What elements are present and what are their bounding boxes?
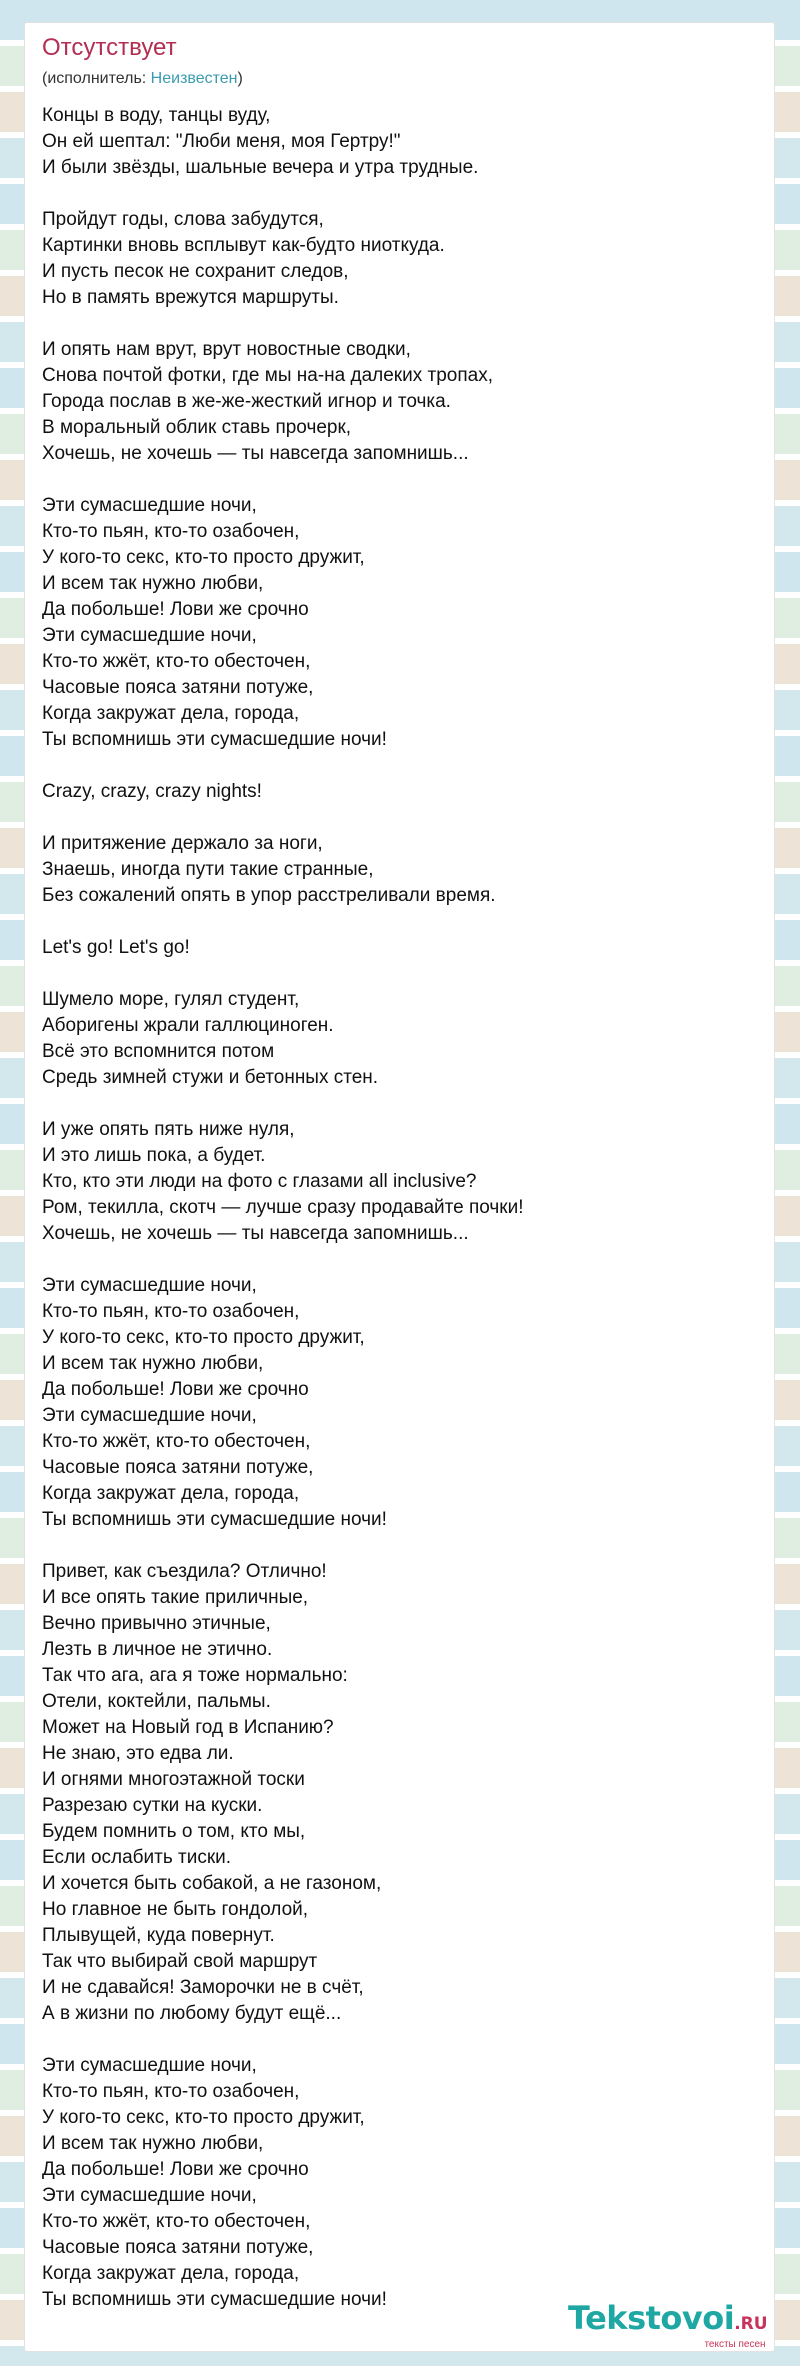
lyrics-line: Разрезаю сутки на куски. [42, 1795, 263, 1816]
lyrics-line: Кто-то жжёт, кто-то обесточен, [42, 651, 311, 672]
logo-tagline: тексты песен [704, 2339, 766, 2350]
lyrics-text [42, 103, 762, 2313]
lyrics-line: Эти сумасшедшие ночи, [42, 1405, 257, 1426]
logo-wordmark [568, 2300, 768, 2342]
lyrics-line: Всё это вспомнится потом [42, 1041, 275, 1062]
lyrics-line: И всем так нужно любви, [42, 1353, 264, 1374]
lyrics-line: И опять нам врут, врут новостные сводки, [42, 339, 411, 360]
lyrics-line: Когда закружат дела, города, [42, 2263, 300, 2284]
lyrics-line: И все опять такие приличные, [42, 1587, 309, 1608]
lyrics-line: Да побольше! Лови же срочно [42, 1379, 309, 1400]
lyrics-line: Хочешь, не хочешь — ты навсегда запомнишь... [42, 1223, 469, 1244]
lyrics-line: Он ей шептал: "Люби меня, моя Гертру!" [42, 131, 401, 152]
lyrics-line: Кто-то жжёт, кто-то обесточен, [42, 1431, 311, 1452]
lyrics-line: Часовые пояса затяни потуже, [42, 677, 314, 698]
lyrics-line: И пусть песок не сохранит следов, [42, 261, 349, 282]
lyrics-line: Часовые пояса затяни потуже, [42, 2237, 314, 2258]
lyrics-line: Да побольше! Лови же срочно [42, 599, 309, 620]
lyrics-line: И всем так нужно любви, [42, 573, 264, 594]
lyrics-line: Ты вспомнишь эти сумасшедшие ночи! [42, 729, 387, 750]
lyrics-stanza [42, 207, 762, 311]
lyrics-line: Не знаю, это едва ли. [42, 1743, 234, 1764]
lyrics-line: Будем помнить о том, кто мы, [42, 1821, 306, 1842]
lyrics-card [24, 22, 775, 2352]
lyrics-line: Хочешь, не хочешь — ты навсегда запомнишь... [42, 443, 469, 464]
lyrics-line: Знаешь, иногда пути такие странные, [42, 859, 374, 880]
lyrics-line: Вечно привычно этичные, [42, 1613, 271, 1634]
lyrics-line: И уже опять пять ниже нуля, [42, 1119, 295, 1140]
lyrics-stanza [42, 337, 762, 467]
lyrics-line: Пройдут годы, слова забудутся, [42, 209, 324, 230]
lyrics-line: Кто-то пьян, кто-то озабочен, [42, 521, 300, 542]
lyrics-stanza [42, 779, 762, 805]
lyrics-line: Часовые пояса затяни потуже, [42, 1457, 314, 1478]
lyrics-line: Кто-то пьян, кто-то озабочен, [42, 1301, 300, 1322]
lyrics-line: Ты вспомнишь эти сумасшедшие ночи! [42, 2289, 387, 2310]
lyrics-line: Плывущей, куда повернут. [42, 1925, 275, 1946]
lyrics-line: Так что ага, ага я тоже нормально: [42, 1665, 348, 1686]
lyrics-line: И хочется быть собакой, а не газоном, [42, 1873, 382, 1894]
lyrics-line: Кто-то пьян, кто-то озабочен, [42, 2081, 300, 2102]
lyrics-line: И притяжение держало за ноги, [42, 833, 323, 854]
lyrics-line: Когда закружат дела, города, [42, 703, 300, 724]
lyrics-line: А в жизни по любому будут ещё... [42, 2003, 342, 2024]
lyrics-line: Если ослабить тиски. [42, 1847, 232, 1868]
lyrics-line: Да побольше! Лови же срочно [42, 2159, 309, 2180]
logo-tld: .RU [734, 2314, 768, 2334]
lyrics-line: Средь зимней стужи и бетонных стен. [42, 1067, 379, 1088]
lyrics-stanza [42, 1559, 762, 2027]
lyrics-line: И это лишь пока, а будет. [42, 1145, 266, 1166]
lyrics-line: Когда закружат дела, города, [42, 1483, 300, 1504]
lyrics-line: Кто-то жжёт, кто-то обесточен, [42, 2211, 311, 2232]
lyrics-line: Снова почтой фотки, где мы на-на далеких тропах, [42, 365, 493, 386]
lyrics-stanza [42, 987, 762, 1091]
site-logo[interactable] [568, 2300, 768, 2351]
lyrics-line: Отели, коктейли, пальмы. [42, 1691, 271, 1712]
lyrics-line: Города послав в же-же-жесткий игнор и точка. [42, 391, 451, 412]
lyrics-line: Концы в воду, танцы вуду, [42, 105, 271, 126]
lyrics-line: У кого-то секс, кто-то просто дружит, [42, 1327, 365, 1348]
lyrics-line: Так что выбирай свой маршрут [42, 1951, 318, 1972]
lyrics-line: Эти сумасшедшие ночи, [42, 1275, 257, 1296]
lyrics-line: У кого-то секс, кто-то просто дружит, [42, 2107, 365, 2128]
lyrics-line: Привет, как съездила? Отлично! [42, 1561, 327, 1582]
lyrics-line: Но в память врежутся маршруты. [42, 287, 339, 308]
artist-suffix: ) [237, 70, 243, 87]
lyrics-line: Эти сумасшедшие ночи, [42, 495, 257, 516]
lyrics-stanza [42, 103, 762, 181]
lyrics-line: И огнями многоэтажной тоски [42, 1769, 305, 1790]
lyrics-line: И всем так нужно любви, [42, 2133, 264, 2154]
lyrics-line: И не сдавайся! Заморочки не в счёт, [42, 1977, 364, 1998]
lyrics-line: И были звёзды, шальные вечера и утра трудные. [42, 157, 479, 178]
lyrics-line: Ром, текилла, скотч — лучше сразу продавайте почки! [42, 1197, 524, 1218]
lyrics-line: Crazy, crazy, crazy nights! [42, 781, 262, 802]
lyrics-line: Шумело море, гулял студент, [42, 989, 300, 1010]
logo-name: Tekstovoi [568, 2299, 735, 2337]
lyrics-line: В моральный облик ставь прочерк, [42, 417, 352, 438]
lyrics-line: Ты вспомнишь эти сумасшедшие ночи! [42, 1509, 387, 1530]
lyrics-stanza [42, 1117, 762, 1247]
lyrics-line: Но главное не быть гондолой, [42, 1899, 309, 1920]
lyrics-stanza [42, 1273, 762, 1533]
lyrics-line: Лезть в личное не этично. [42, 1639, 273, 1660]
artist-link[interactable]: Неизвестен [150, 70, 238, 87]
lyrics-line: Let's go! Let's go! [42, 937, 190, 958]
lyrics-line: Эти сумасшедшие ночи, [42, 625, 257, 646]
lyrics-line: Эти сумасшедшие ночи, [42, 2185, 257, 2206]
lyrics-line: Кто, кто эти люди на фото с глазами all inclusive? [42, 1171, 477, 1192]
lyrics-line: Аборигены жрали галлюциноген. [42, 1015, 334, 1036]
lyrics-line: Эти сумасшедшие ночи, [42, 2055, 257, 2076]
song-title: Отсутствует [42, 34, 177, 61]
artist-prefix: (исполнитель: [42, 70, 151, 87]
lyrics-stanza [42, 831, 762, 909]
artist-line [42, 69, 243, 89]
lyrics-stanza [42, 2053, 762, 2313]
lyrics-line: У кого-то секс, кто-то просто дружит, [42, 547, 365, 568]
lyrics-stanza [42, 935, 762, 961]
lyrics-stanza [42, 493, 762, 753]
lyrics-line: Может на Новый год в Испанию? [42, 1717, 334, 1738]
lyrics-line: Картинки вновь всплывут как-будто ниоткуда. [42, 235, 445, 256]
lyrics-line: Без сожалений опять в упор расстреливали время. [42, 885, 496, 906]
